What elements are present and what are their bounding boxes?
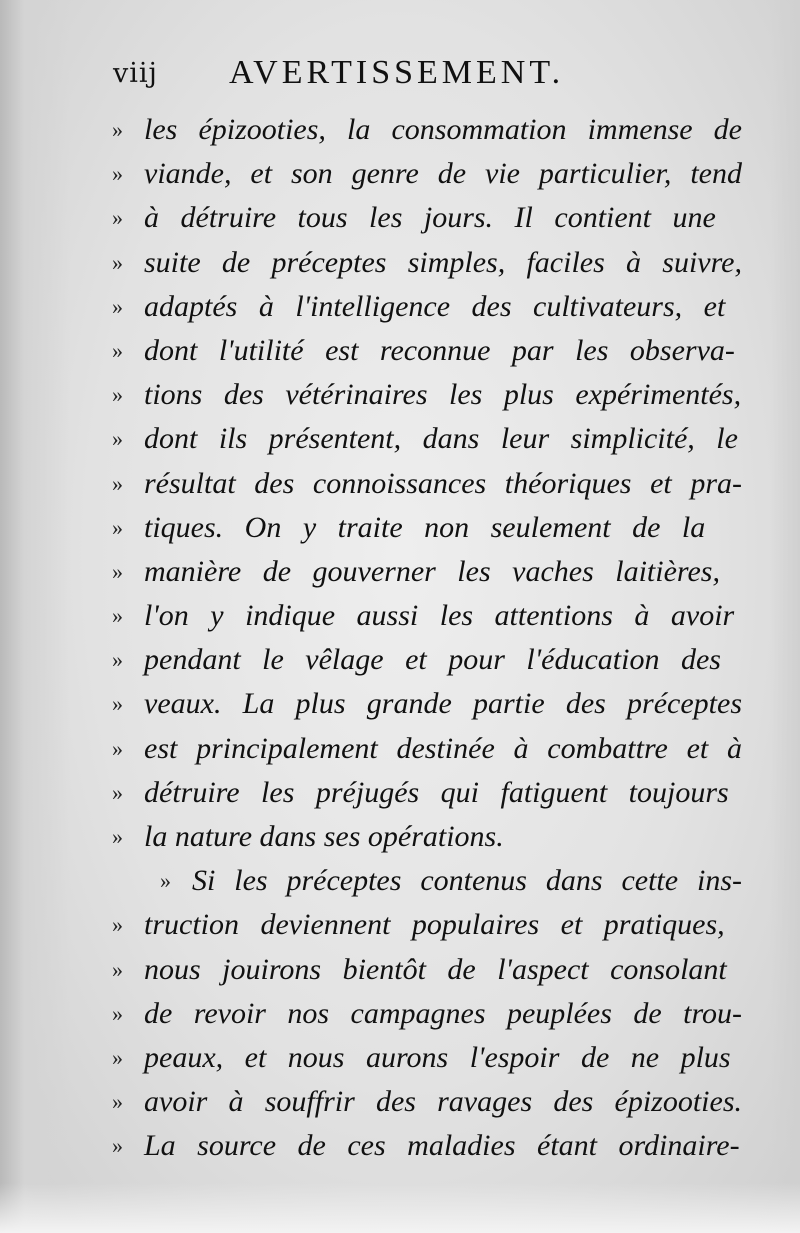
line-text: avoir à souffrir des ravages des épizooties. [144, 1085, 742, 1119]
text-line [112, 373, 762, 417]
quotation-mark: » [112, 470, 123, 496]
line-text: pendant le vêlage et pour l'éducation des [144, 643, 721, 677]
line-text: résultat des connoissances théoriques et pra- [144, 466, 742, 500]
page-bottom-edge [0, 1183, 800, 1233]
text-line [112, 196, 762, 240]
quotation-mark: » [112, 1000, 123, 1026]
text-line [112, 152, 762, 196]
quotation-mark: » [112, 205, 123, 231]
text-line [112, 550, 762, 594]
line-text: détruire les préjugés qui fatiguent toujours [144, 775, 729, 809]
text-line [112, 329, 762, 373]
text-line [112, 903, 762, 947]
quotation-mark: » [112, 956, 123, 982]
text-line [112, 285, 762, 329]
text-line [112, 815, 762, 859]
running-title: AVERTISSEMENT. [229, 54, 565, 91]
body-text [112, 108, 762, 1169]
quotation-mark: » [112, 293, 123, 319]
quotation-mark: » [160, 868, 171, 894]
text-line [112, 594, 762, 638]
line-text: adaptés à l'intelligence des cultivateurs, et [144, 289, 726, 323]
text-line [112, 462, 762, 506]
line-text: veaux. La plus grande partie des préceptes [144, 687, 742, 721]
line-text: de revoir nos campagnes peuplées de trou- [144, 996, 742, 1030]
quotation-mark: » [112, 117, 123, 142]
text-line [112, 638, 762, 682]
quotation-mark: » [112, 735, 123, 761]
text-line [112, 859, 762, 903]
text-line [112, 108, 762, 152]
line-text: la nature dans ses opérations. [144, 820, 504, 853]
quotation-mark: » [112, 1133, 123, 1159]
text-line [112, 1036, 762, 1080]
quotation-mark: » [112, 1044, 123, 1070]
text-line [112, 948, 762, 992]
text-line [112, 1124, 762, 1168]
line-text: peaux, et nous aurons l'espoir de ne plus [144, 1040, 731, 1074]
quotation-mark: » [112, 337, 123, 363]
text-line [112, 992, 762, 1036]
quotation-mark: » [112, 249, 123, 275]
quotation-mark: » [112, 647, 123, 673]
line-text: tiques. On y traite non seulement de la [144, 510, 706, 544]
page-header [113, 52, 753, 102]
quotation-mark: » [112, 161, 123, 187]
line-text: les épizooties, la consommation immense de [144, 113, 742, 146]
line-text: suite de préceptes simples, faciles à suivre, [144, 245, 742, 279]
line-text: La source de ces maladies étant ordinaire- [144, 1129, 740, 1163]
line-text: viande, et son genre de vie particulier, tend [144, 157, 742, 191]
line-text: à détruire tous les jours. Il contient une [144, 201, 716, 235]
text-line [112, 682, 762, 726]
line-text: dont l'utilité est reconnue par les observa- [144, 333, 735, 367]
line-text: truction deviennent populaires et pratiques, [144, 908, 725, 942]
quotation-mark: » [112, 1089, 123, 1115]
text-line [112, 727, 762, 771]
text-line [112, 771, 762, 815]
line-text: est principalement destinée à combattre et à [144, 731, 742, 765]
quotation-mark: » [112, 382, 123, 408]
text-line [112, 417, 762, 461]
quotation-mark: » [112, 824, 123, 849]
line-text: dont ils présentent, dans leur simplicité, le [144, 422, 738, 456]
page-edge-shadow [770, 0, 800, 1233]
line-text: nous jouirons bientôt de l'aspect consolant [144, 952, 727, 986]
quotation-mark: » [112, 426, 123, 452]
text-line [112, 1080, 762, 1124]
page-gutter-shadow [0, 0, 70, 1233]
page-number: viij [113, 58, 158, 89]
line-text: l'on y indique aussi les attentions à avoir [144, 599, 735, 633]
line-text: Si les préceptes contenus dans cette ins- [192, 864, 742, 898]
text-line [112, 241, 762, 285]
quotation-mark: » [112, 514, 123, 540]
quotation-mark: » [112, 603, 123, 629]
quotation-mark: » [112, 558, 123, 584]
quotation-mark: » [112, 691, 123, 717]
line-text: tions des vétérinaires les plus expérimentés, [144, 378, 742, 412]
line-text: manière de gouverner les vaches laitières, [144, 554, 720, 588]
text-line [112, 506, 762, 550]
quotation-mark: » [112, 912, 123, 938]
quotation-mark: » [112, 779, 123, 805]
